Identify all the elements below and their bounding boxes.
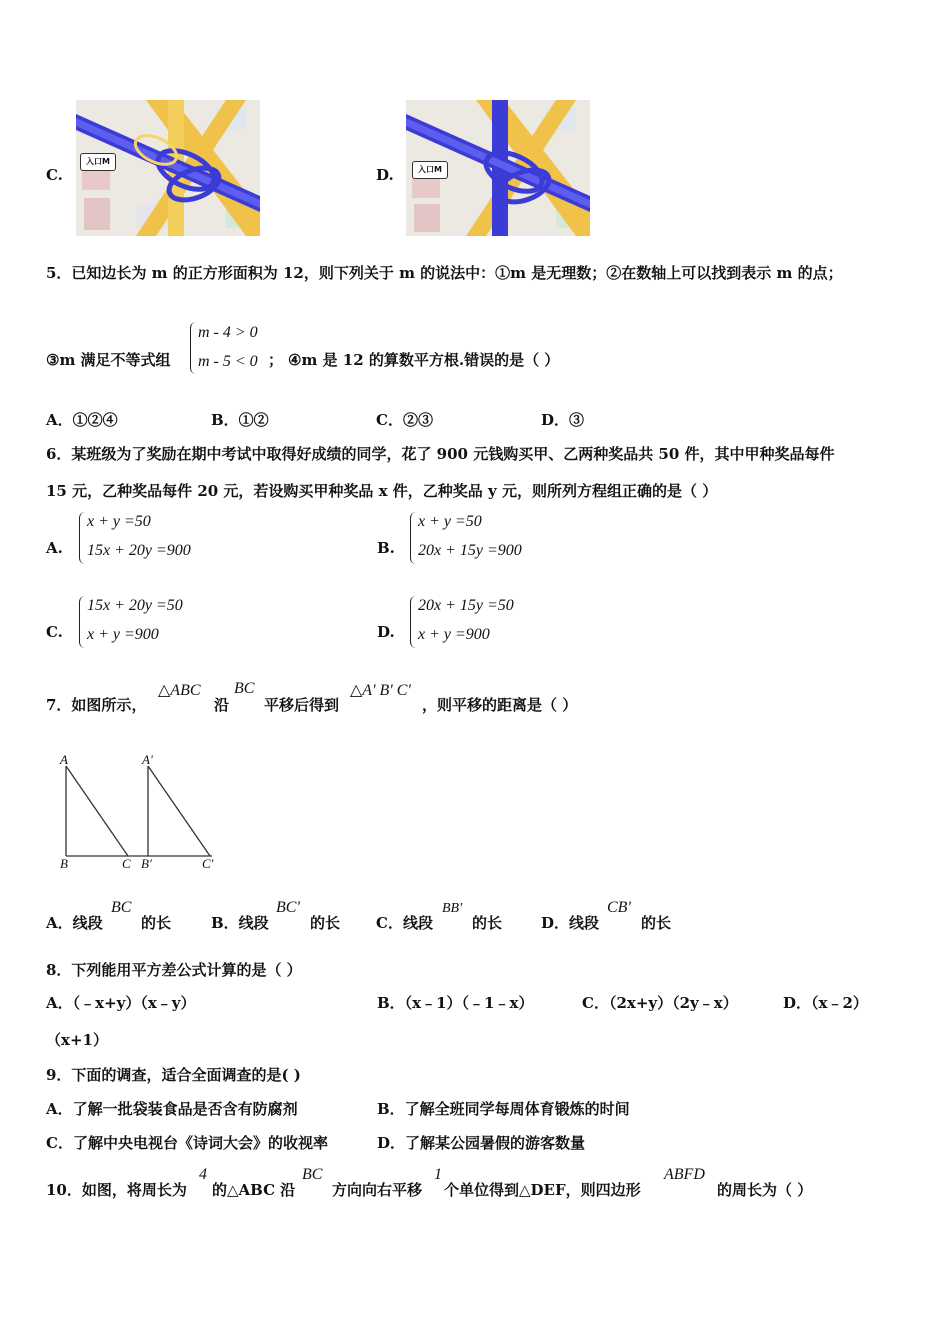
q10-mid1: 的△ABC 沿 — [212, 1181, 296, 1199]
q6-option-c-eq1: 15x + 20y =50 — [87, 597, 183, 614]
q10-suffix: 的周长为（ ） — [717, 1181, 813, 1199]
q8-stem: 8．下列能用平方差公式计算的是（ ） — [46, 961, 302, 979]
q7-option-d-tail: 的长 — [641, 914, 672, 932]
q7-option-a-label: A．线段 — [46, 914, 103, 932]
q7-bc: BC — [234, 680, 255, 697]
q9-option-d: D．了解某公园暑假的游客数量 — [377, 1134, 586, 1152]
q7-option-d-label: D．线段 — [541, 914, 600, 932]
q6-option-b-label: B. — [377, 539, 395, 557]
q7-option-c-seg: BB' — [442, 901, 463, 916]
q6-option-b-brace — [410, 512, 417, 564]
q9-option-a: A．了解一批袋装食品是否含有防腐剂 — [46, 1100, 298, 1118]
q6-option-c-eq2: x + y =900 — [87, 626, 159, 643]
q10-prefix: 10．如图，将周长为 — [46, 1181, 187, 1199]
q7-option-a-seg: BC — [111, 899, 132, 916]
q6-option-c-label: C. — [46, 623, 63, 641]
q6-option-b-eq1: x + y =50 — [418, 513, 482, 530]
q7-option-b-seg: BC' — [276, 899, 300, 916]
q5-option-d: D．③ — [541, 411, 585, 429]
map-image-c — [76, 100, 260, 236]
q6-option-a-brace — [79, 512, 86, 564]
option-d-label: D. — [376, 166, 394, 184]
q10-perimeter: 4 — [199, 1166, 207, 1183]
q5-stem-line1: 5．已知边长为 m 的正方形面积为 12，则下列关于 m 的说法中：①m 是无理数；②在数轴上可以找到表示 m 的点； — [46, 264, 843, 282]
q5-ineq2: m - 5 < 0 — [198, 353, 258, 370]
q8-option-d-wrap: （x+1） — [46, 1031, 108, 1049]
q5-stem-suffix: ④m 是 12 的算数平方根.错误的是（ ） — [288, 351, 560, 369]
q9-option-c: C．了解中央电视台《诗词大会》的收视率 — [46, 1134, 328, 1152]
fig-label-b-prime: B' — [141, 856, 152, 871]
q7-option-c-label: C．线段 — [376, 914, 433, 932]
q6-option-d-label: D. — [377, 623, 395, 641]
q7-triangle: △ABC — [158, 682, 201, 699]
q10-mid2: 方向向右平移 — [332, 1181, 423, 1199]
q8-option-b: B．（x﹣1）（﹣1﹣x） — [377, 994, 534, 1012]
q6-option-d-eq2: x + y =900 — [418, 626, 490, 643]
q8-option-c: C．（2x+y）（2y﹣x） — [582, 994, 738, 1012]
q7-option-b-label: B．线段 — [211, 914, 269, 932]
q7-middle: 平移后得到 — [264, 696, 340, 714]
option-c-label: C. — [46, 166, 63, 184]
q10-bc: BC — [302, 1166, 323, 1183]
q7-option-d-seg: CB' — [607, 899, 631, 916]
entrance-label-d: 入口M — [412, 161, 448, 179]
q5-semicolon: ； — [268, 351, 284, 369]
q6-option-d-eq1: 20x + 15y =50 — [418, 597, 514, 614]
q7-option-b-tail: 的长 — [310, 914, 341, 932]
q6-stem-line1: 6．某班级为了奖励在期中考试中取得好成绩的同学，花了 900 元钱购买甲、乙两种奖品共 50 件，其中甲种奖品每件 — [46, 445, 835, 463]
q6-option-d-brace — [410, 596, 417, 648]
fig-label-b: B — [60, 856, 68, 871]
q8-option-a: A．（﹣x+y）（x﹣y） — [46, 994, 196, 1012]
fig-label-c: C — [122, 856, 131, 871]
q10-quad: ABFD — [664, 1166, 705, 1183]
q7-prefix: 7．如图所示， — [46, 696, 147, 714]
q5-ineq1: m - 4 > 0 — [198, 324, 258, 341]
q6-option-a-eq1: x + y =50 — [87, 513, 151, 530]
q5-option-b: B．①② — [211, 411, 269, 429]
fig-label-a: A — [60, 752, 68, 767]
q7-option-c-tail: 的长 — [472, 914, 503, 932]
fig-label-c-prime: C' — [202, 856, 214, 871]
q7-figure — [54, 752, 234, 872]
q5-option-a: A．①②④ — [46, 411, 118, 429]
fig-label-a-prime: A' — [142, 752, 153, 767]
q7-option-a-tail: 的长 — [141, 914, 172, 932]
q7-suffix: ，则平移的距离是（ ） — [422, 696, 578, 714]
q10-mid3: 个单位得到△DEF，则四边形 — [444, 1181, 641, 1199]
q10-shift: 1 — [434, 1166, 442, 1183]
q5-brace — [190, 322, 197, 374]
q7-triangle2: △A' B' C' — [350, 682, 411, 699]
entrance-label-c: 入口M — [80, 153, 116, 171]
q8-option-d: D．（x﹣2） — [783, 994, 868, 1012]
q7-along: 沿 — [214, 696, 230, 714]
map-image-d — [406, 100, 590, 236]
q6-option-c-brace — [79, 596, 86, 648]
q6-option-a-eq2: 15x + 20y =900 — [87, 542, 191, 559]
q6-option-a-label: A. — [46, 539, 63, 557]
q5-option-c: C．②③ — [376, 411, 433, 429]
q9-option-b: B．了解全班同学每周体育锻炼的时间 — [377, 1100, 630, 1118]
q6-stem-line2: 15 元，乙种奖品每件 20 元，若设购买甲种奖品 x 件，乙种奖品 y 元，则所列方程组正确的是（ ） — [46, 482, 718, 500]
q6-option-b-eq2: 20x + 15y =900 — [418, 542, 522, 559]
q5-stem-prefix: ③m 满足不等式组 — [46, 351, 171, 369]
q9-stem: 9．下面的调查，适合全面调查的是( ) — [46, 1066, 301, 1084]
